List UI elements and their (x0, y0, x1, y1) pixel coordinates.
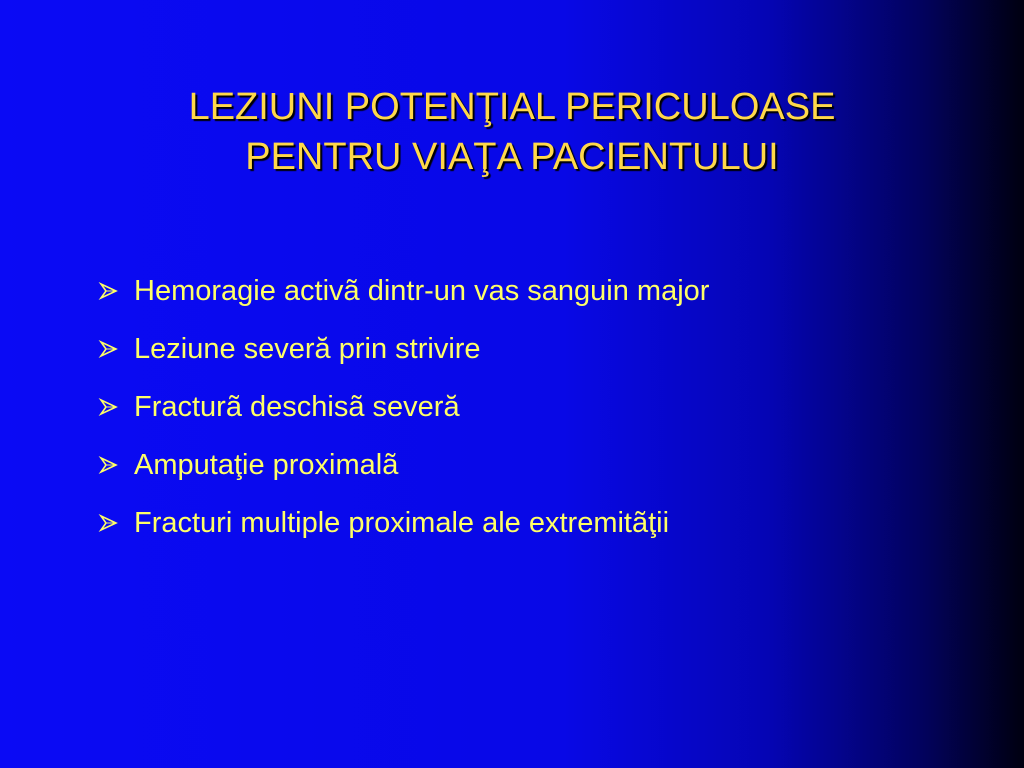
slide-title (0, 82, 1024, 182)
bullet-item (98, 436, 709, 494)
arrow-bullet-icon (98, 339, 120, 359)
bullet-text: Fracturã deschisã severă (134, 390, 460, 423)
arrow-bullet-icon (98, 513, 120, 533)
bullet-text: Leziune severă prin strivire (134, 332, 481, 365)
arrow-bullet-icon (98, 397, 120, 417)
slide-title-line-2: PENTRU VIAŢA PACIENTULUI (245, 136, 779, 178)
bullet-text: Fracturi multiple proximale ale extremitãţii (134, 506, 670, 539)
bullet-list (98, 262, 709, 552)
bullet-item (98, 320, 709, 378)
arrow-bullet-icon (98, 281, 120, 301)
bullet-item (98, 378, 709, 436)
arrow-bullet-icon (98, 455, 120, 475)
bullet-item (98, 494, 709, 552)
bullet-text: Amputaţie proximalã (134, 448, 399, 481)
bullet-text: Hemoragie activã dintr-un vas sanguin major (134, 274, 710, 307)
bullet-item (98, 262, 709, 320)
slide-title-line-1: LEZIUNI POTENŢIAL PERICULOASE (188, 86, 836, 128)
